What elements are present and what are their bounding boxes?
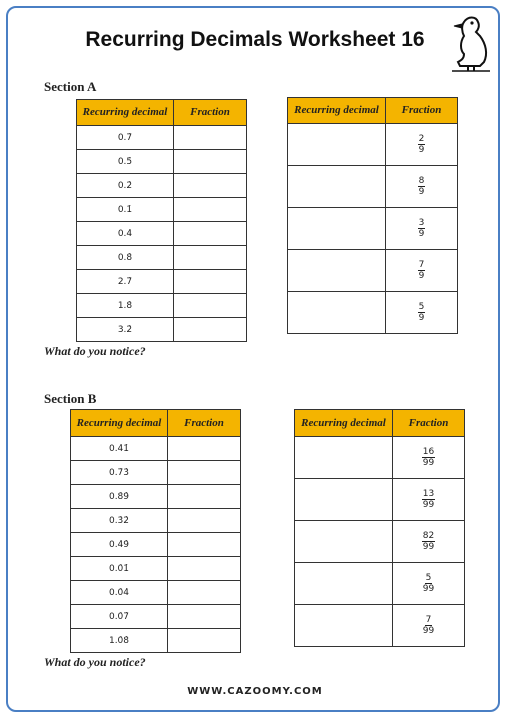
decimal-answer-cell[interactable] [288,292,386,334]
column-header-fraction: Fraction [168,410,241,437]
fraction-cell [393,521,465,563]
table-row [288,124,458,166]
fraction-numerator: 5 [418,302,425,312]
recurring-decimal-cell: 0.7̇ [77,126,174,150]
page-title: Recurring Decimals Worksheet 16 [85,28,425,51]
decimal-answer-cell[interactable] [288,208,386,250]
fraction-answer-cell[interactable] [168,461,241,485]
recurring-decimal-cell: 0.4̇1̇ [71,437,168,461]
fraction-answer-cell[interactable] [168,581,241,605]
decimal-answer-cell[interactable] [288,166,386,208]
table-row [295,437,465,479]
recurring-decimal-cell: 0.5̇ [77,150,174,174]
table-row [77,150,247,174]
fraction-denominator: 99 [422,542,435,552]
fraction [418,218,426,239]
recurring-decimal-cell: 0.4̇ [77,222,174,246]
recurring-decimal-cell: 1.0̇8̇ [71,629,168,653]
fraction-answer-cell[interactable] [174,222,247,246]
column-header-recurring-decimal: Recurring decimal [295,410,393,437]
column-header-recurring-decimal: Recurring decimal [77,100,174,126]
column-header-recurring-decimal: Recurring decimal [288,98,386,124]
recurring-decimal-cell: 3.2̇ [77,318,174,342]
fraction-answer-cell[interactable] [174,174,247,198]
fraction-cell [386,166,458,208]
fraction-numerator: 8 [418,176,425,186]
recurring-decimal-cell: 2.7̇ [77,270,174,294]
recurring-decimal-cell: 1.8̇ [77,294,174,318]
fraction-answer-cell[interactable] [174,270,247,294]
decimal-answer-cell[interactable] [288,250,386,292]
fraction-answer-cell[interactable] [174,294,247,318]
fraction [418,302,426,323]
fraction-numerator: 5 [425,573,432,583]
decimal-answer-cell[interactable] [295,479,393,521]
fraction-answer-cell[interactable] [168,437,241,461]
decimal-answer-cell[interactable] [295,437,393,479]
fraction [418,134,426,155]
recurring-decimal-cell: 0.7̇3̇ [71,461,168,485]
fraction-numerator: 7 [425,615,432,625]
section-b-label: Section B [44,391,97,406]
fraction-answer-cell[interactable] [168,557,241,581]
fraction-denominator: 9 [418,313,425,323]
fraction-numerator: 3 [418,218,425,228]
section-b-decimal-table [70,409,241,653]
fraction-answer-cell[interactable] [168,533,241,557]
fraction-answer-cell[interactable] [174,126,247,150]
fraction-denominator: 99 [422,458,435,468]
table-row [288,292,458,334]
fraction-answer-cell[interactable] [174,198,247,222]
fraction-denominator: 99 [422,626,435,636]
fraction-answer-cell[interactable] [174,318,247,342]
fraction-denominator: 99 [422,500,435,510]
table-row [295,605,465,647]
fraction-denominator: 9 [418,271,425,281]
table-row [288,208,458,250]
fraction-denominator: 9 [418,145,425,155]
fraction-denominator: 9 [418,229,425,239]
fraction-denominator: 9 [418,187,425,197]
fraction [418,176,426,197]
recurring-decimal-cell: 0.3̇2̇ [71,509,168,533]
table-row [77,318,247,342]
fraction [423,615,434,636]
section-a-decimal-table [76,99,247,342]
fraction [422,447,435,468]
fraction-numerator: 7 [418,260,425,270]
recurring-decimal-cell: 0.2̇ [77,174,174,198]
decimal-answer-cell[interactable] [295,605,393,647]
table-row [288,166,458,208]
fraction-cell [393,437,465,479]
fraction-numerator: 2 [418,134,425,144]
column-header-fraction: Fraction [174,100,247,126]
fraction [418,260,426,281]
table-row [71,581,241,605]
fraction-cell [393,563,465,605]
table-row [71,509,241,533]
section-b-fraction-table [294,409,465,647]
column-header-fraction: Fraction [386,98,458,124]
fraction-answer-cell[interactable] [168,605,241,629]
table-row [71,605,241,629]
table-row [295,479,465,521]
fraction-answer-cell[interactable] [174,150,247,174]
recurring-decimal-cell: 0.1̇ [77,198,174,222]
table-row [77,270,247,294]
footer-website: WWW.CAZOOMY.COM [187,686,323,697]
table-row [71,557,241,581]
fraction-numerator: 13 [422,489,435,499]
fraction-cell [393,605,465,647]
bird-logo-icon [450,14,492,72]
decimal-answer-cell[interactable] [295,563,393,605]
section-b-notice: What do you notice? [44,655,146,669]
fraction-answer-cell[interactable] [168,485,241,509]
fraction-cell [386,208,458,250]
section-a-notice: What do you notice? [44,344,146,358]
recurring-decimal-cell: 0.0̇1̇ [71,557,168,581]
fraction-cell [393,479,465,521]
table-row [77,294,247,318]
table-row [71,533,241,557]
fraction [422,489,435,510]
fraction-answer-cell[interactable] [168,629,241,653]
recurring-decimal-cell: 0.0̇4̇ [71,581,168,605]
table-row [295,521,465,563]
section-a-label: Section A [44,79,97,94]
fraction-answer-cell[interactable] [168,509,241,533]
column-header-recurring-decimal: Recurring decimal [71,410,168,437]
table-row [288,250,458,292]
recurring-decimal-cell: 0.0̇7̇ [71,605,168,629]
fraction [423,573,434,594]
table-row [295,563,465,605]
recurring-decimal-cell: 0.4̇9̇ [71,533,168,557]
table-row [77,246,247,270]
decimal-answer-cell[interactable] [295,521,393,563]
fraction-cell [386,250,458,292]
table-row [77,126,247,150]
table-row [71,629,241,653]
fraction-cell [386,124,458,166]
fraction-numerator: 82 [422,531,435,541]
fraction [422,531,435,552]
decimal-answer-cell[interactable] [288,124,386,166]
section-a-fraction-table [287,97,458,334]
fraction-answer-cell[interactable] [174,246,247,270]
table-row [71,461,241,485]
fraction-denominator: 99 [422,584,435,594]
table-row [71,437,241,461]
table-row [77,222,247,246]
table-row [77,198,247,222]
table-row [77,174,247,198]
recurring-decimal-cell: 0.8̇ [77,246,174,270]
fraction-numerator: 16 [422,447,435,457]
table-row [71,485,241,509]
recurring-decimal-cell: 0.8̇9̇ [71,485,168,509]
column-header-fraction: Fraction [393,410,465,437]
fraction-cell [386,292,458,334]
